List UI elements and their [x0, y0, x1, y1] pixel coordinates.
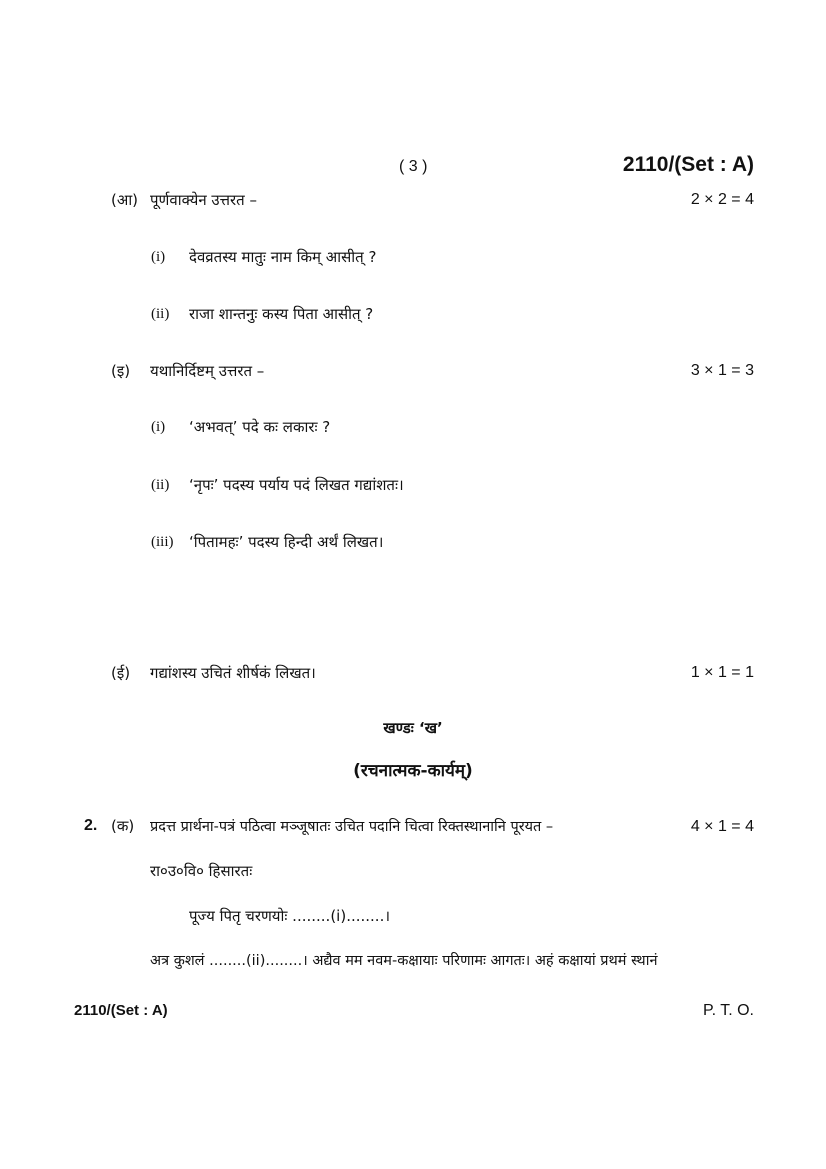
- q-ii-label: (ई): [111, 664, 131, 682]
- q2-sub-label: (क): [111, 817, 135, 835]
- q-i-item-text: ‘नृपः’ पदस्य पर्याय पदं लिखत गद्यांशतः।: [189, 476, 404, 494]
- q-aa-item-text: देवव्रतस्य मातुः नाम किम् आसीत् ?: [189, 248, 377, 266]
- header-set-code: 2110/(Set : A): [622, 153, 754, 176]
- letter-body-line: अत्र कुशलं ........(ii)........। अद्यैव मम नवम-कक्षायाः परिणामः आगतः। अहं कक्षायां प्रथमं स्थानं: [150, 953, 658, 969]
- letter-sender: रा०उ०वि० हिसारतः: [150, 862, 253, 880]
- q-ii-instruction: गद्यांशस्य उचितं शीर्षकं लिखत।: [150, 664, 316, 682]
- q-aa-item-num: (i): [151, 249, 166, 265]
- q-i-item-text: ‘अभवत्’ पदे कः लकारः ?: [189, 418, 331, 436]
- q-aa-item-text: राजा शान्तनुः कस्य पिता आसीत् ?: [189, 305, 374, 323]
- section-title: खण्डः ‘ख’: [383, 719, 443, 737]
- q-aa-item-num: (ii): [151, 306, 170, 322]
- q-i-instruction: यथानिर्दिष्टम् उत्तरत –: [150, 362, 265, 380]
- q-i-item-num: (iii): [151, 534, 174, 550]
- q-i-item-num: (ii): [151, 477, 170, 493]
- footer-pto: P. T. O.: [703, 1002, 754, 1019]
- footer-set-code: 2110/(Set : A): [74, 1002, 168, 1019]
- q2-number: 2.: [84, 817, 98, 834]
- letter-salutation: पूज्य पितृ चरणयोः ........(i)........।: [189, 907, 391, 925]
- section-subtitle: (रचनात्मक-कार्यम्): [353, 761, 473, 781]
- q-i-label: (इ): [111, 362, 131, 380]
- q-i-item-num: (i): [151, 419, 166, 435]
- q-aa-instruction: पूर्णवाक्येन उत्तरत –: [150, 191, 257, 209]
- q-aa-label: (आ): [111, 191, 139, 209]
- q-i-item-text: ‘पितामहः’ पदस्य हिन्दी अर्थं लिखत।: [189, 533, 384, 551]
- page-number: ( 3 ): [399, 158, 428, 175]
- q-i-marks: 3 × 1 = 3: [690, 362, 754, 379]
- q2-instruction: प्रदत्त प्रार्थना-पत्रं पठित्वा मञ्जूषातः उचित पदानि चित्वा रिक्तस्थानानि पूरयत –: [150, 819, 554, 835]
- q-ii-marks: 1 × 1 = 1: [690, 664, 754, 681]
- q2-marks: 4 × 1 = 4: [690, 818, 754, 835]
- q-aa-marks: 2 × 2 = 4: [690, 191, 754, 208]
